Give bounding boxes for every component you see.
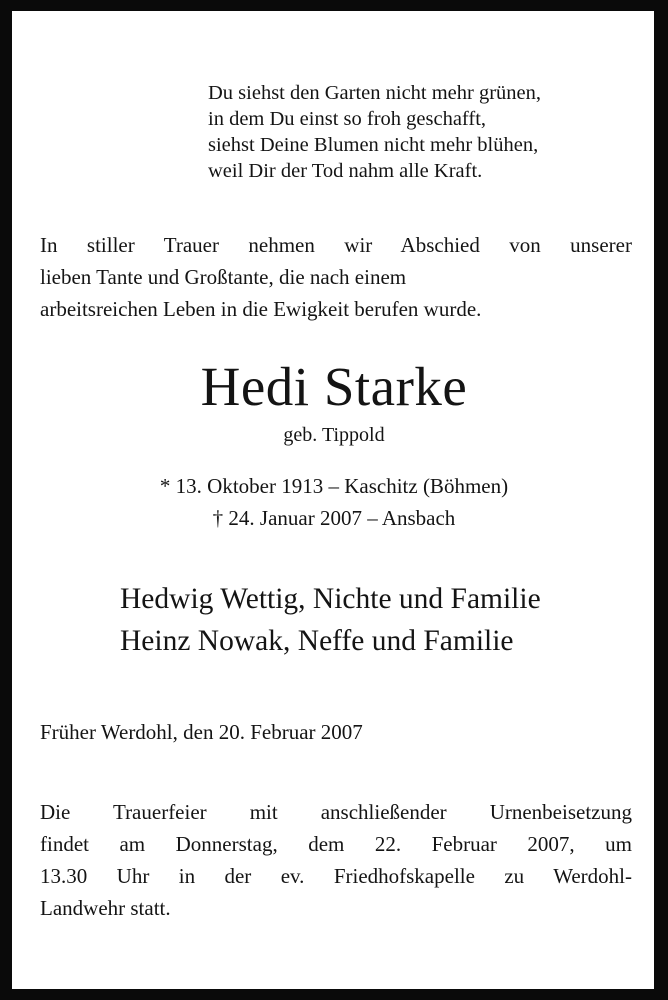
funeral-service-paragraph <box>40 796 632 924</box>
poem-line: weil Dir der Tod nahm alle Kraft. <box>208 160 483 182</box>
intro-line: lieben Tante und Großtante, die nach einem <box>40 265 407 289</box>
place-and-date: Früher Werdohl, den 20. Februar 2007 <box>40 720 363 744</box>
intro-line: arbeitsreichen Leben in die Ewigkeit berufen wurde. <box>40 297 482 321</box>
maiden-name: geb. Tippold <box>283 424 385 446</box>
life-dates <box>0 470 668 534</box>
intro-paragraph <box>40 229 632 325</box>
service-line: findet am Donnerstag, dem 22. Februar 2007, um <box>40 832 632 856</box>
service-line: Die Trauerfeier mit anschließender Urnenbeisetzung <box>40 800 632 824</box>
service-line: 13.30 Uhr in der ev. Friedhofskapelle zu Werdohl- <box>40 864 632 888</box>
service-line: Landwehr statt. <box>40 896 171 920</box>
memorial-poem <box>208 80 541 184</box>
poem-line: Du siehst den Garten nicht mehr grünen, <box>208 82 542 104</box>
birth-date: * 13. Oktober 1913 – Kaschitz (Böhmen) <box>159 474 509 498</box>
mourner-entry: Hedwig Wettig, Nichte und Familie <box>120 583 541 615</box>
mourners-list <box>120 578 541 662</box>
death-date: † 24. Januar 2007 – Ansbach <box>212 506 456 530</box>
intro-line: In stiller Trauer nehmen wir Abschied von unserer <box>40 233 632 257</box>
deceased-name: Hedi Starke <box>200 356 468 417</box>
poem-line: in dem Du einst so froh geschafft, <box>208 108 487 130</box>
mourner-entry: Heinz Nowak, Neffe und Familie <box>120 625 514 657</box>
poem-line: siehst Deine Blumen nicht mehr blühen, <box>208 134 539 156</box>
